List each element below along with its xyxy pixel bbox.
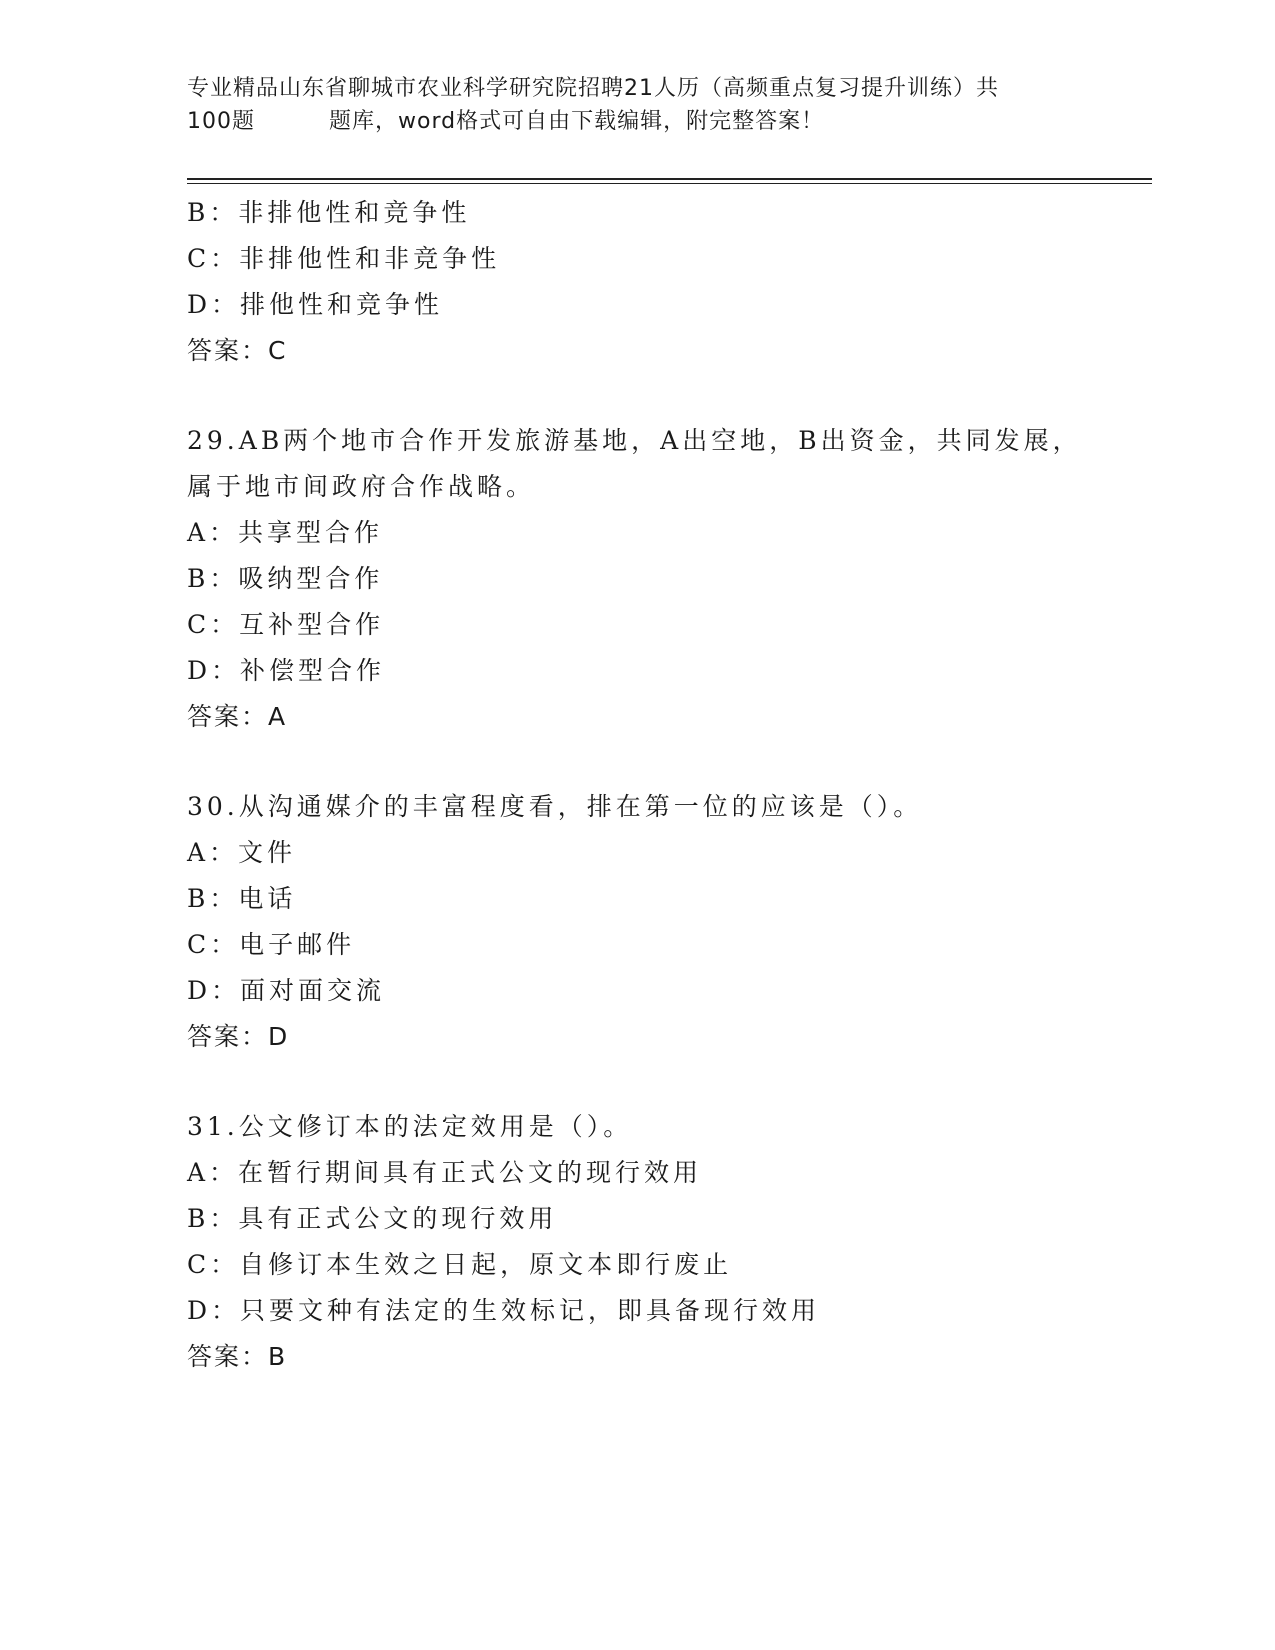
question-stem: 29.AB两个地市合作开发旅游基地，A出空地，B出资金，共同发展， [187,426,1082,455]
answer-line: 答案：A [187,702,288,731]
option-b: B：非排他性和竞争性 [187,198,471,227]
question-28-continued [187,190,1147,374]
answer-line: 答案：B [187,1342,288,1371]
option-d: D：面对面交流 [187,976,386,1005]
option-c: C：自修订本生效之日起，原文本即行废止 [187,1250,733,1279]
header-divider [187,178,1152,184]
option-b: B：具有正式公文的现行效用 [187,1204,558,1233]
option-d: D：只要文种有法定的生效标记，即具备现行效用 [187,1296,821,1325]
option-a: A：文件 [187,838,297,867]
option-b: B：吸纳型合作 [187,564,384,593]
question-list [187,190,1147,1380]
answer-line: 答案：C [187,336,288,365]
question-stem: 属于地市间政府合作战略。 [187,472,536,501]
option-b: B：电话 [187,884,297,913]
option-a: A：共享型合作 [187,518,384,547]
option-d: D：排他性和竞争性 [187,290,444,319]
question-stem: 30.从沟通媒介的丰富程度看，排在第一位的应该是（）。 [187,792,923,821]
header-title-line-1: 专业精品山东省聊城市农业科学研究院招聘21人历（高频重点复习提升训练）共 [187,76,999,101]
option-c: C：非排他性和非竞争性 [187,244,501,273]
question-30 [187,784,1147,1060]
header-description: 题库，word格式可自由下载编辑，附完整答案！ [329,109,825,134]
option-c: C：互补型合作 [187,610,385,639]
option-d: D：补偿型合作 [187,656,386,685]
answer-line: 答案：D [187,1022,290,1051]
header-count: 100题 [187,109,255,134]
option-a: A：在暂行期间具有正式公文的现行效用 [187,1158,703,1187]
question-31 [187,1104,1147,1380]
header-title-line-2 [187,105,1087,138]
question-stem: 31.公文修订本的法定效用是（）。 [187,1112,633,1141]
question-29 [187,418,1147,740]
page-header [187,72,1087,138]
option-c: C：电子邮件 [187,930,356,959]
